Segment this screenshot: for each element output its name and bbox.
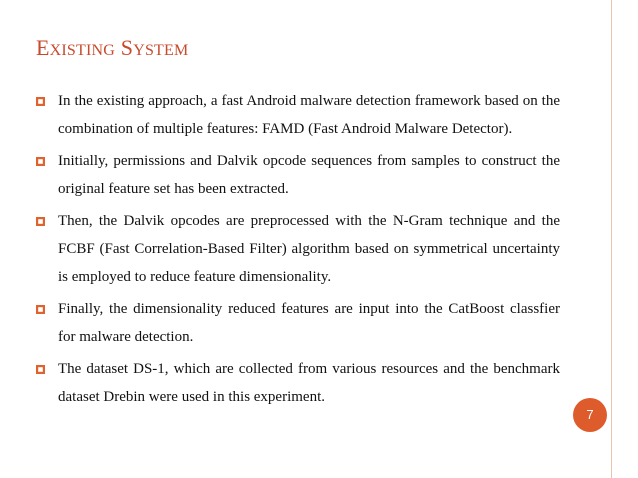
bullet-text: Initially, permissions and Dalvik opcode sequences from samples to construct the original feature set has been extracted. xyxy=(58,153,560,197)
page-number-badge: 7 xyxy=(573,398,607,432)
bullet-item xyxy=(36,207,560,291)
bullet-list xyxy=(36,87,560,415)
slide-title xyxy=(36,36,188,63)
hollow-square-bullet-icon xyxy=(36,97,45,106)
bullet-text: Finally, the dimensionality reduced features are input into the CatBoost classfier for malware detection. xyxy=(58,301,560,345)
hollow-square-bullet-icon xyxy=(36,365,45,374)
bullet-item xyxy=(36,147,560,203)
hollow-square-bullet-icon xyxy=(36,305,45,314)
bullet-item xyxy=(36,355,560,411)
bullet-item xyxy=(36,87,560,143)
title-rest-1: XISTING xyxy=(49,42,116,59)
title-initial-2: S xyxy=(120,35,134,60)
bullet-item xyxy=(36,295,560,351)
right-margin-rule xyxy=(611,0,612,478)
bullet-text: The dataset DS-1, which are collected from various resources and the benchmark dataset Drebin were used in this experiment. xyxy=(58,361,560,405)
bullet-text: In the existing approach, a fast Android malware detection framework based on the combination of multiple features: FAMD (Fast Android Malware Detector). xyxy=(58,93,560,137)
bullet-text: Then, the Dalvik opcodes are preprocessed with the N-Gram technique and the FCBF (Fast Correlation-Based Filter) algorithm based on symmetrical uncertainty is employed to reduce feature dimensionality. xyxy=(58,213,560,285)
title-rest-2: YSTEM xyxy=(133,42,189,59)
hollow-square-bullet-icon xyxy=(36,217,45,226)
hollow-square-bullet-icon xyxy=(36,157,45,166)
title-initial-1: E xyxy=(36,35,50,60)
